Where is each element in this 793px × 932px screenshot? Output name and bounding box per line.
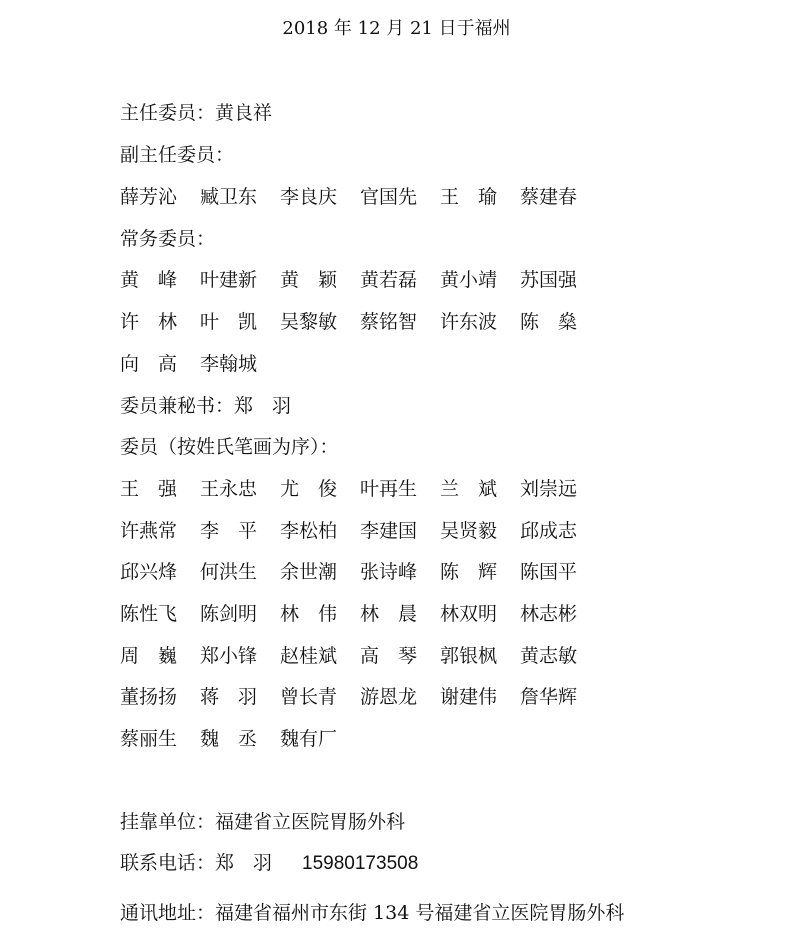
address-value: 福建省福州市东街 134 号福建省立医院胃肠外科 [215,902,625,924]
name-cell: 李松柏 [280,520,338,542]
name-cell: 陈 辉 [440,561,498,583]
name-cell: 邱成志 [520,520,578,542]
vice-names-row [120,182,600,209]
members-row [120,724,360,751]
name-cell: 尤 俊 [280,478,338,500]
name-cell: 何洪生 [200,561,258,583]
name-cell: 黄 颖 [280,269,338,291]
chair-name: 黄良祥 [215,102,273,124]
name-cell: 邱兴烽 [120,561,178,583]
name-cell: 叶 凯 [200,311,258,333]
chair-line [120,98,272,125]
standing-row [120,307,600,334]
members-row [120,682,600,709]
name-cell: 叶建新 [200,269,258,291]
name-cell: 许东波 [440,311,498,333]
standing-label: 常务委员： [120,228,216,250]
name-cell: 黄小靖 [440,269,498,291]
name-cell: 蔡建春 [520,186,578,208]
date-line: 2018 年 12 月 21 日于福州 [282,18,511,39]
standing-row [120,265,600,292]
name-cell: 李 平 [200,520,258,542]
name-cell: 游恩龙 [360,686,418,708]
name-cell: 王 强 [120,478,178,500]
name-cell: 叶再生 [360,478,418,500]
vice-label: 副主任委员： [120,144,235,166]
members-row [120,599,600,626]
name-cell: 周 巍 [120,645,178,667]
name-cell: 许燕常 [120,520,178,542]
name-cell: 臧卫东 [200,186,258,208]
name-cell: 蒋 羽 [200,686,258,708]
secretary-name: 郑 羽 [234,395,292,417]
secretary-label: 委员兼秘书： [120,395,235,417]
name-cell: 黄若磊 [360,269,418,291]
name-cell: 刘崇远 [520,478,578,500]
phone-number: 15980173508 [302,853,419,874]
affiliation-label: 挂靠单位： [120,811,216,833]
name-cell: 吴黎敏 [280,311,338,333]
name-cell: 许 林 [120,311,178,333]
name-cell: 魏 丞 [200,728,258,750]
members-row [120,641,600,668]
address-line [120,898,624,925]
name-cell: 李良庆 [280,186,338,208]
name-cell: 官国先 [360,186,418,208]
phone-label: 联系电话： [120,852,216,874]
affiliation-line [120,807,405,834]
name-cell: 林 晨 [360,603,418,625]
name-cell: 詹华辉 [520,686,578,708]
name-cell: 黄志敏 [520,645,578,667]
phone-line [120,848,418,875]
chair-label: 主任委员： [120,102,216,124]
phone-contact-name: 郑 羽 [215,852,273,874]
name-cell: 曾长青 [280,686,338,708]
name-cell: 兰 斌 [440,478,498,500]
name-cell: 郑小锋 [200,645,258,667]
name-cell: 赵桂斌 [280,645,338,667]
members-row [120,516,600,543]
name-cell: 高 琴 [360,645,418,667]
name-cell: 苏国强 [520,269,578,291]
members-row [120,557,600,584]
name-cell: 李建国 [360,520,418,542]
name-cell: 余世潮 [280,561,338,583]
name-cell: 陈国平 [520,561,578,583]
name-cell: 向 高 [120,353,178,375]
name-cell: 谢建伟 [440,686,498,708]
name-cell: 李翰城 [200,353,258,375]
name-cell: 蔡铭智 [360,311,418,333]
name-cell: 魏有厂 [280,728,338,750]
name-cell: 王 瑜 [440,186,498,208]
name-cell: 张诗峰 [360,561,418,583]
name-cell: 黄 峰 [120,269,178,291]
name-cell: 郭银枫 [440,645,498,667]
members-row [120,474,600,501]
address-label: 通讯地址： [120,902,216,924]
name-cell: 蔡丽生 [120,728,178,750]
name-cell: 吴贤毅 [440,520,498,542]
name-cell: 林志彬 [520,603,578,625]
affiliation-value: 福建省立医院胃肠外科 [215,811,406,833]
members-label: 委员（按姓氏笔画为序）： [120,436,339,458]
name-cell: 陈 燊 [520,311,578,333]
standing-row [120,349,280,376]
name-cell: 薛芳沁 [120,186,178,208]
name-cell: 陈剑明 [200,603,258,625]
name-cell: 林双明 [440,603,498,625]
name-cell: 王永忠 [200,478,258,500]
secretary-line [120,391,291,418]
name-cell: 董扬扬 [120,686,178,708]
name-cell: 陈性飞 [120,603,178,625]
name-cell: 林 伟 [280,603,338,625]
